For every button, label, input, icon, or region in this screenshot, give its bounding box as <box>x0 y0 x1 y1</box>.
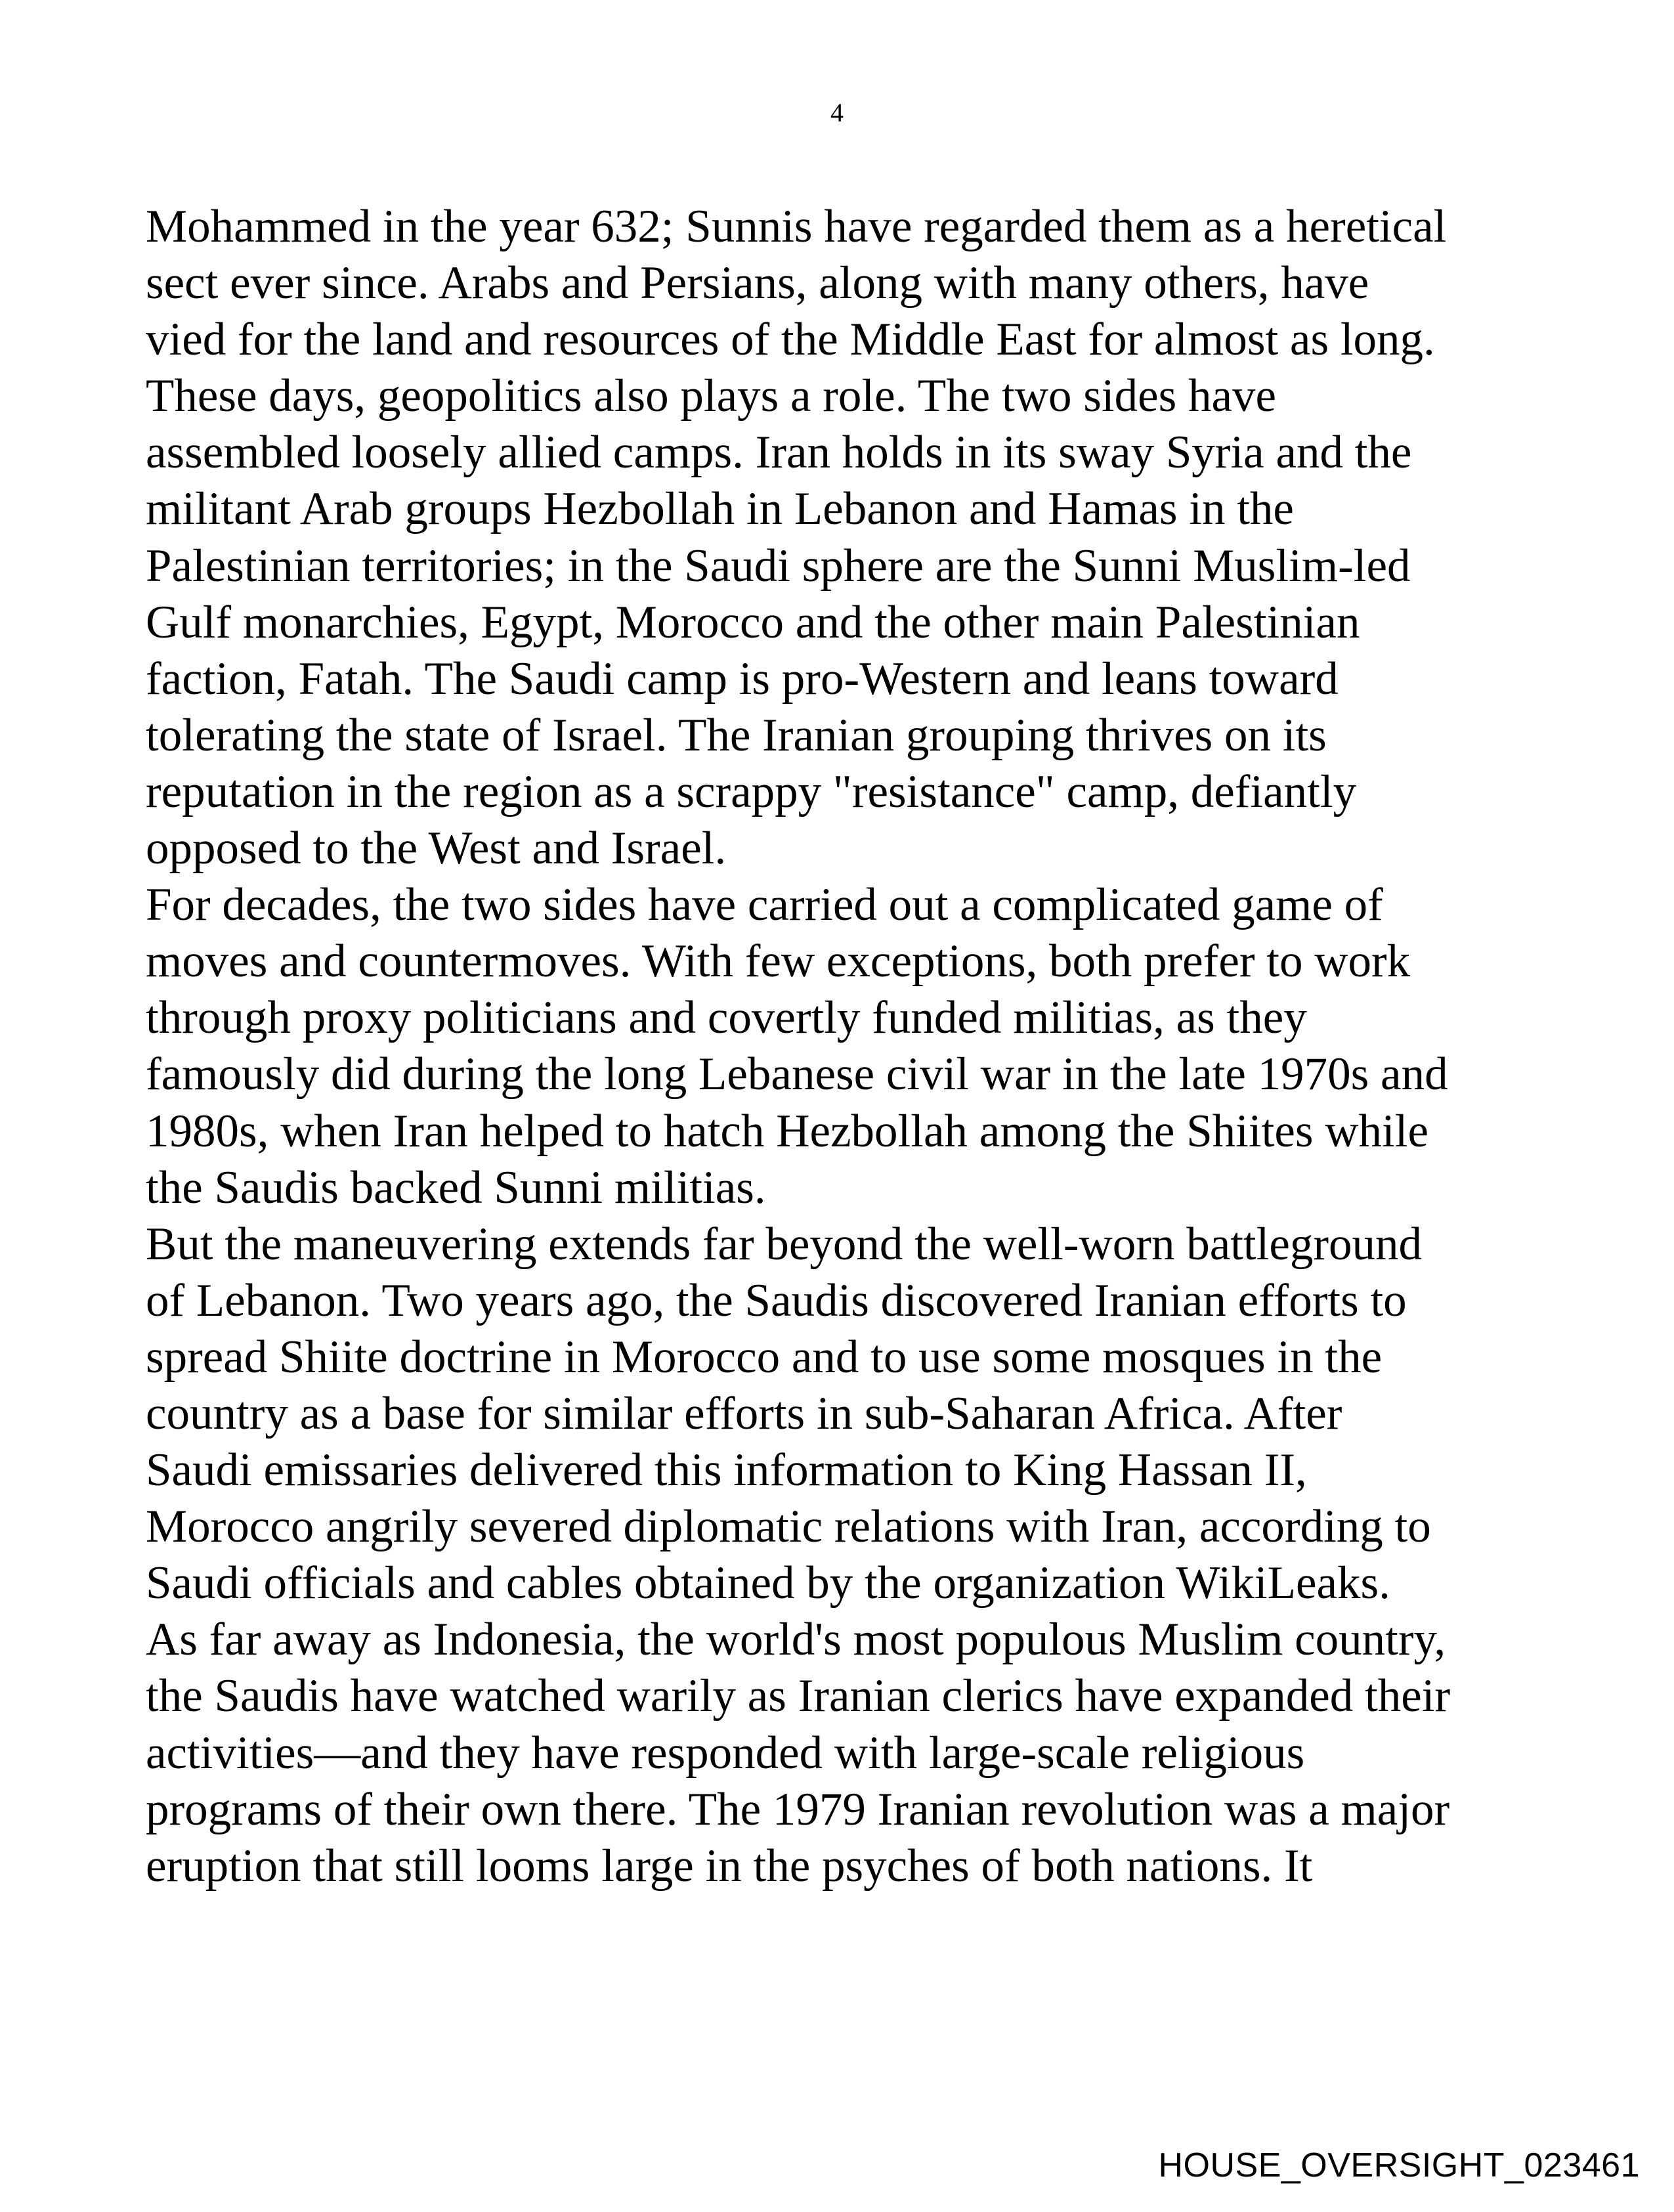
text-line: the Saudis have watched warily as Iranian clerics have expanded their <box>146 1670 1451 1722</box>
text-line: Saudi officials and cables obtained by the organization WikiLeaks. <box>146 1557 1390 1609</box>
text-line: As far away as Indonesia, the world's most populous Muslim country, <box>146 1614 1446 1666</box>
text-line: sect ever since. Arabs and Persians, along with many others, have <box>146 257 1369 309</box>
text-line: reputation in the region as a scrappy "resistance" camp, defiantly <box>146 766 1357 817</box>
text-line: faction, Fatah. The Saudi camp is pro-Western and leans toward <box>146 653 1339 705</box>
text-line: These days, geopolitics also plays a role. The two sides have <box>146 370 1276 422</box>
text-line: the Saudis backed Sunni militias. <box>146 1161 766 1213</box>
body-text <box>146 198 1590 1894</box>
text-line: eruption that still looms large in the psyches of both nations. It <box>146 1840 1313 1892</box>
text-line: But the maneuvering extends far beyond the well-worn battleground <box>146 1218 1423 1270</box>
text-line: through proxy politicians and covertly funded militias, as they <box>146 992 1307 1044</box>
text-line: 1980s, when Iran helped to hatch Hezbollah among the Shiites while <box>146 1105 1428 1157</box>
text-line: activities—and they have responded with large-scale religious <box>146 1727 1305 1779</box>
text-line: militant Arab groups Hezbollah in Lebanon and Hamas in the <box>146 483 1294 535</box>
text-line: For decades, the two sides have carried out a complicated game of <box>146 879 1383 931</box>
text-line: Morocco angrily severed diplomatic relations with Iran, according to <box>146 1501 1431 1553</box>
text-line: country as a base for similar efforts in sub-Saharan Africa. After <box>146 1387 1342 1439</box>
text-line: Saudi emissaries delivered this information to King Hassan II, <box>146 1444 1307 1496</box>
text-line: spread Shiite doctrine in Morocco and to use some mosques in the <box>146 1331 1383 1383</box>
text-line: opposed to the West and Israel. <box>146 823 727 875</box>
text-line: Palestinian territories; in the Saudi sphere are the Sunni Muslim-led <box>146 540 1411 592</box>
text-line: Gulf monarchies, Egypt, Morocco and the other main Palestinian <box>146 596 1360 648</box>
text-line: vied for the land and resources of the Middle East for almost as long. <box>146 314 1435 366</box>
text-line: assembled loosely allied camps. Iran holds in its sway Syria and the <box>146 427 1412 479</box>
page-number: 4 <box>830 98 844 127</box>
text-line: programs of their own there. The 1979 Iranian revolution was a major <box>146 1783 1450 1835</box>
text-line: moves and countermoves. With few exceptions, both prefer to work <box>146 936 1411 987</box>
text-line: famously did during the long Lebanese civil war in the late 1970s and <box>146 1049 1448 1100</box>
bates-stamp: HOUSE_OVERSIGHT_023461 <box>1158 2146 1640 2184</box>
text-line: Mohammed in the year 632; Sunnis have regarded them as a heretical <box>146 201 1447 252</box>
text-line: of Lebanon. Two years ago, the Saudis discovered Iranian efforts to <box>146 1274 1407 1326</box>
text-line: tolerating the state of Israel. The Iranian grouping thrives on its <box>146 709 1327 761</box>
